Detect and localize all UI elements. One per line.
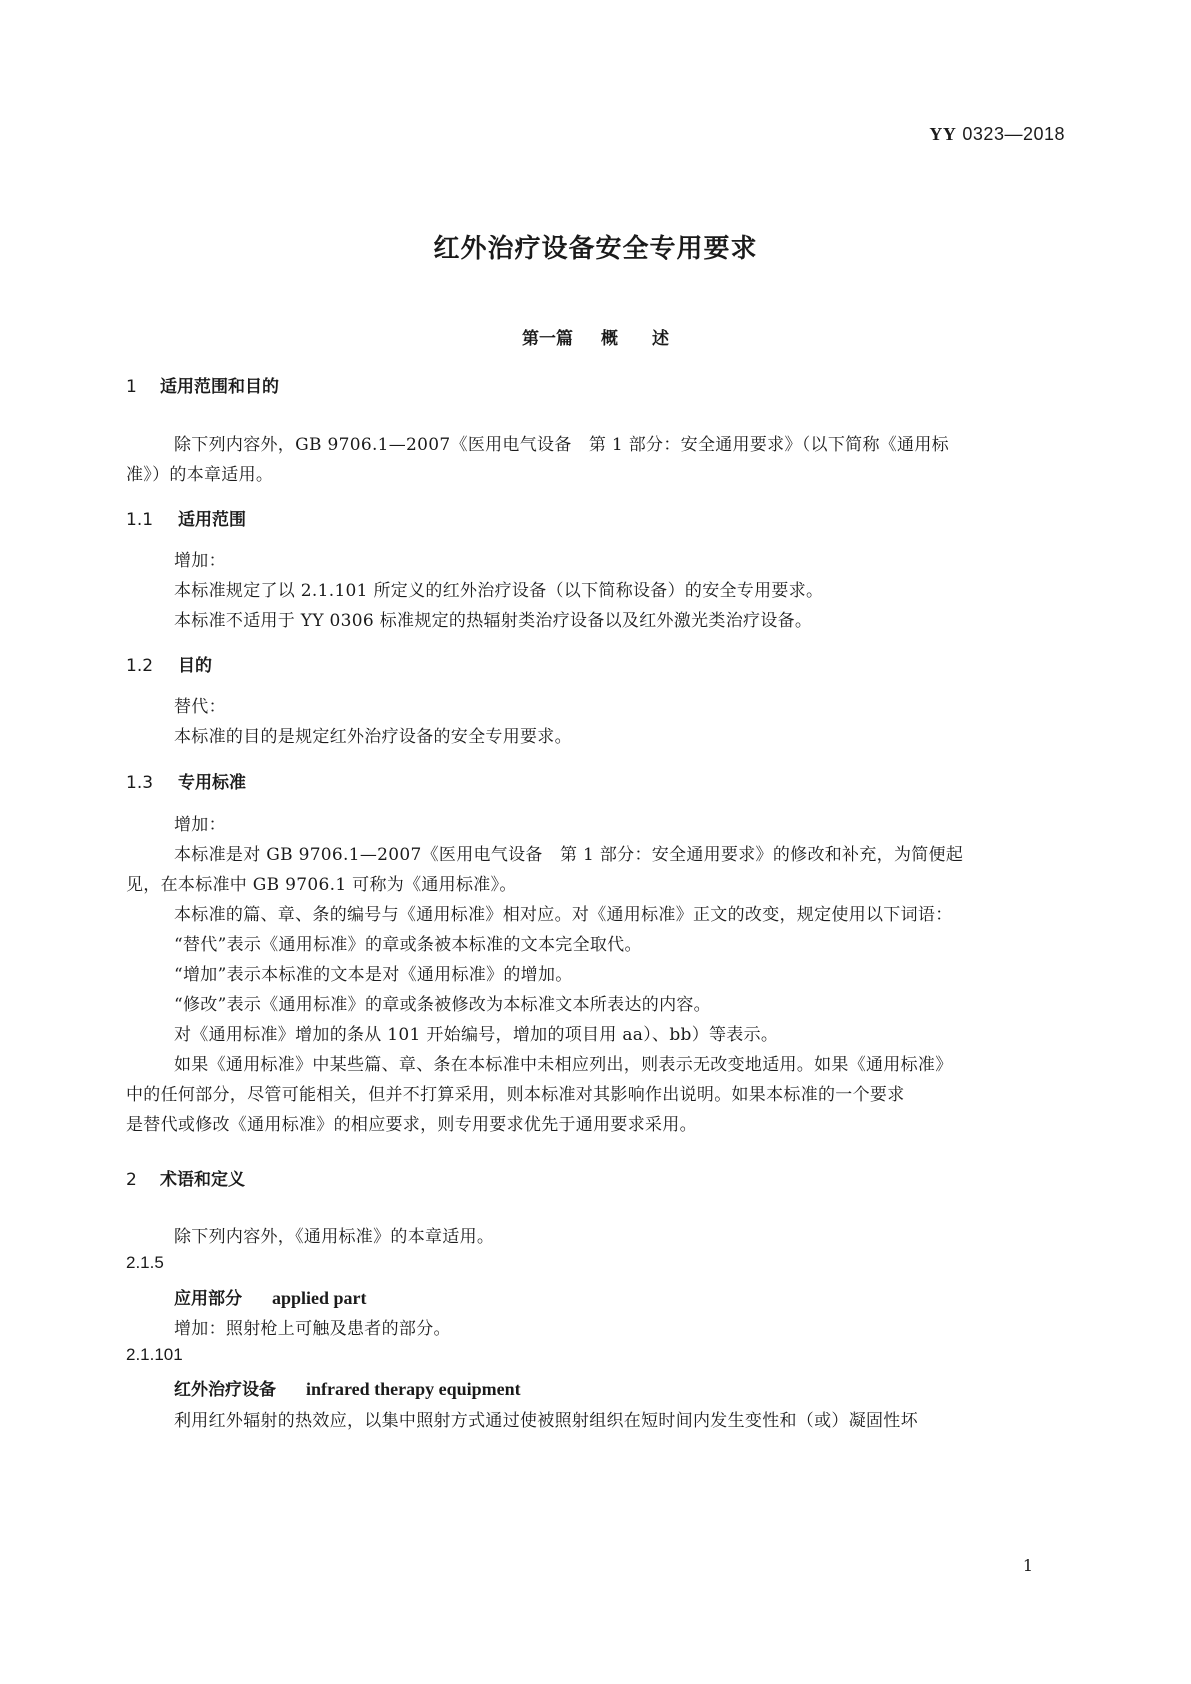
paragraph: 本标准的篇、章、条的编号与《通用标准》相对应。对《通用标准》正文的改变，规定使用以下词语： — [174, 905, 953, 925]
term-zh: 红外治疗设备 — [174, 1380, 276, 1400]
paragraph: 增加： — [174, 551, 226, 571]
section-title: 术语和定义 — [160, 1170, 245, 1190]
paragraph: “替代”表示《通用标准》的章或条被本标准的文本完全取代。 — [174, 935, 642, 955]
paragraph-continued: 见，在本标准中 GB 9706.1 可称为《通用标准》。 — [126, 875, 517, 895]
paragraph: 对《通用标准》增加的条从 101 开始编号，增加的项目用 aa）、bb）等表示。 — [174, 1025, 779, 1045]
section-title: 专用标准 — [178, 773, 246, 793]
part-name-2: 述 — [652, 329, 669, 349]
paragraph-continued: 是替代或修改《通用标准》的相应要求，则专用要求优先于通用要求采用。 — [126, 1115, 697, 1135]
paragraph: “修改”表示《通用标准》的章或条被修改为本标准文本所表达的内容。 — [174, 995, 711, 1015]
term-definition: 利用红外辐射的热效应，以集中照射方式通过使被照射组织在短时间内发生变性和（或）凝固性坏 — [174, 1411, 918, 1431]
paragraph: 本标准规定了以 2.1.101 所定义的红外治疗设备（以下简称设备）的安全专用要求。 — [174, 581, 824, 601]
section-heading-1-2 — [126, 651, 212, 676]
standard-code — [929, 124, 1065, 145]
section-number: 1.1 — [126, 510, 154, 530]
section-title: 适用范围 — [178, 510, 246, 530]
section-heading-1-3 — [126, 768, 246, 793]
paragraph-continued: 中的任何部分，尽管可能相关，但并不打算采用，则本标准对其影响作出说明。如果本标准的一个要求 — [126, 1085, 905, 1105]
paragraph: 本标准的目的是规定红外治疗设备的安全专用要求。 — [174, 727, 572, 747]
section-number: 1 — [126, 377, 137, 397]
clause-number-2-1-5: 2.1.5 — [126, 1253, 164, 1272]
term-heading — [174, 1284, 367, 1309]
part-label: 第一篇 — [522, 329, 573, 349]
term-definition: 增加：照射枪上可触及患者的部分。 — [174, 1319, 451, 1339]
term-en: infrared therapy equipment — [306, 1379, 521, 1399]
paragraph-continued: 准》）的本章适用。 — [126, 465, 274, 485]
paragraph: 本标准不适用于 YY 0306 标准规定的热辐射类治疗设备以及红外激光类治疗设备。 — [174, 611, 813, 631]
term-zh: 应用部分 — [174, 1289, 242, 1309]
term-heading — [174, 1375, 521, 1400]
clause-number-2-1-101: 2.1.101 — [126, 1345, 183, 1364]
paragraph: 除下列内容外，GB 9706.1—2007《医用电气设备 第 1 部分：安全通用要求》（以下简称《通用标 — [174, 435, 949, 455]
section-heading-1 — [126, 372, 279, 397]
paragraph: 如果《通用标准》中某些篇、章、条在本标准中未相应列出，则表示无改变地适用。如果《通用标准》 — [174, 1055, 953, 1075]
paragraph: 替代： — [174, 697, 226, 717]
section-heading-1-1 — [126, 505, 246, 530]
paragraph: 除下列内容外，《通用标准》的本章适用。 — [174, 1227, 495, 1247]
section-heading-2 — [126, 1165, 245, 1190]
section-number: 1.3 — [126, 773, 154, 793]
section-title: 适用范围和目的 — [160, 377, 279, 397]
paragraph: “增加”表示本标准的文本是对《通用标准》的增加。 — [174, 965, 573, 985]
section-title: 目的 — [178, 656, 212, 676]
paragraph: 本标准是对 GB 9706.1—2007《医用电气设备 第 1 部分：安全通用要求》的修改和补充，为简便起 — [174, 845, 964, 865]
standard-prefix: YY — [929, 124, 957, 144]
section-number: 1.2 — [126, 656, 154, 676]
term-en: applied part — [272, 1288, 367, 1308]
section-number: 2 — [126, 1170, 137, 1190]
document-title: 红外治疗设备安全专用要求 — [433, 234, 758, 264]
part-name-1: 概 — [601, 329, 618, 349]
paragraph: 增加： — [174, 815, 226, 835]
part-heading — [0, 324, 1191, 349]
standard-number: 0323—2018 — [962, 124, 1065, 144]
page-number: 1 — [1022, 1556, 1033, 1575]
